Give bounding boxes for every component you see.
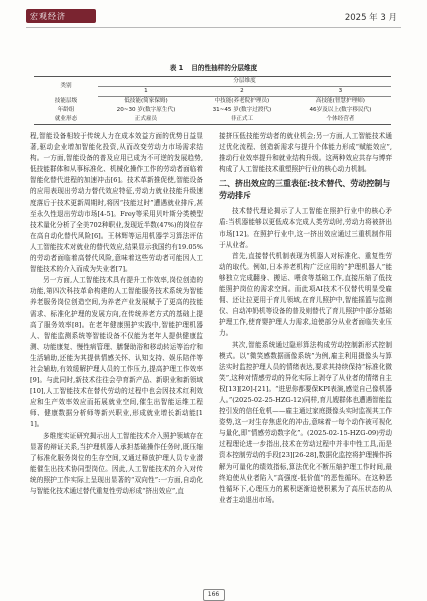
section-heading: 二、挤出效应的三重表征:技术替代、劳动控制与劳动排斥 bbox=[219, 179, 391, 201]
table-cell: 中技能(养老院护理员) bbox=[214, 98, 270, 104]
table-group-header: 分层维度 bbox=[98, 77, 391, 87]
header-divider bbox=[26, 27, 401, 28]
table-cell: 正式雇员 bbox=[98, 115, 194, 125]
body-paragraph: 多维度实证研究揭示出人工智能技术介入照护领域存在显著的辩证关系,当护理机器人承担基础操作任务时,既压缩了标准化服务岗位的生存空间,又通过释放护理人员专业潜能催生出技术协同型岗位。因此,人工智能技术的介入对传统的照护工作实际上呈现出显著的“双向性”:一方面,自动化与智能化技术通过替代重复性劳动形成“挤出效应”,直 bbox=[30, 431, 203, 495]
issue-date: 2025 年 3 月 bbox=[344, 13, 397, 23]
table-cell: 个体经营者 bbox=[290, 115, 391, 125]
table-row bbox=[34, 97, 391, 107]
table-number: 表 1 bbox=[169, 64, 184, 72]
body-paragraph: 程,智能设备相较于传统人力在成本效益方面的优势日益显著,驱动企业增加智能化投资,从而改变劳动力市场需求结构。一方面,智能设备的普及应用已成为不可逆的发展趋势,低技能群体和从事标准化、机械化操作工作的劳动者面临着智能化替代进程的加速冲击[6]。技术革新推促使,智能设备的应用表现出劳动力替代效应特征,劳动力就业技能升级速度落后于技术更新周期时,将因“技能过时”遭遇就业排斥,甚至永久性退出劳动市场[4-5]。Frey等采用贝叶斯分类模型技术量化分析了全美702种职业,发现近半数(47%)的岗位存在高自动化替代风险[6]。王林辉等运用机器学习算法评估人工智能技术对就业的替代效应,结果显示我国约有19.05%的劳动者面临着高替代风险,意味着这些劳动者可能因人工智能技术的介入而成为失业者[7]。 bbox=[30, 132, 203, 274]
table-row-label: 技能层级 bbox=[54, 97, 78, 104]
body-paragraph: 接挤压低技能劳动者的就业机会;另一方面,人工智能技术通过优化流程、创造新需求与提升个体能力形成“赋能效应”,推动行业效率提升和就业结构升级。这两种效应共存与博弈构成了人工智能技术重塑照护行业的核心动力机制。 bbox=[219, 132, 392, 174]
table-col-header: 3 bbox=[290, 87, 391, 97]
right-column bbox=[219, 131, 392, 506]
table-cell: 非正式工 bbox=[194, 115, 290, 125]
left-column bbox=[30, 131, 203, 497]
body-paragraph: 首先,直接替代机制表现为机器人对标准化、重复性劳动的取代。例如,日本养老机构广泛应用的“护理机器人”能够独立完成翻身、搬运、喂食等基础工作,直接压缩了低技能照护岗位的需求空间。而此项AI技术不仅替代明显受雇佣、还让拉更用于育儿领域,在育儿照护中,智能摇篮与监测仪、自动冲奶机等设备的普及则替代了育儿照护中部分基础护理工作,使育婴护理人力需求,迫使部分从业者面临失业压力。 bbox=[219, 251, 392, 338]
table-title: 目的性抽样的分层维度 bbox=[191, 64, 258, 72]
table-row-label: 就业形态 bbox=[34, 115, 98, 125]
table-row-label: 年龄组 bbox=[57, 107, 75, 113]
table-cell: 31~45 岁(数字过渡代) bbox=[212, 107, 272, 113]
table-row bbox=[34, 115, 391, 125]
body-paragraph: 其次,智能系统通过隐形算法构成劳动控制新形式控制模式。以“微笑感数据画像系统”为例,雇主利用摄像头与算法实时监控护理人员的情绪表达,要求其持续保持“标准化微笑”,这种对情感劳动的异化实际上剥夺了从业者的情绪自主权[13][20]-[21]。“进思你都要保KPI表演,感觉自己像机器人。”(2025-02-25-HZG-12)同样,育儿嫂群体也遭遇智能监控引发的信任危机——雇主通过家庭摄像头实时监视其工作姿势,这一对生存焦虑化的冲击,意味着一每个动作被可视化与量化,即“情感劳动数字化”。(2025-02-15-HZG-09)劳动过程理论进一步指出,技术在劳动过程中并非中性工具,而是资本控制劳动的手段[23][26-28],数据化监控将护理操作拆解为可量化的绩效指标,算法优化不断压缩护理工作时间,最终迫使从业者陷入“高强度-低价值”的恶性循环。在这种恶性循环下,心理压力的累积逐渐迫使积累为了高压状态的从业者主动退出市场。 bbox=[219, 340, 392, 504]
table-cell: 46岁及以上(数字移民代) bbox=[309, 107, 372, 113]
table-caption bbox=[0, 62, 427, 72]
table-col-header: 1 bbox=[98, 87, 194, 97]
page-number bbox=[0, 581, 427, 601]
table-cell: 高技能(智慧护理师) bbox=[315, 98, 365, 104]
stratification-table bbox=[34, 76, 391, 125]
journal-logo bbox=[26, 9, 96, 23]
table-col-header: 2 bbox=[194, 87, 290, 97]
table-cell: 20~30 岁(数字原生代) bbox=[116, 107, 176, 113]
table-row-header: 类别 bbox=[34, 77, 98, 97]
body-paragraph: 技术替代理论揭示了人工智能在照护行业中的核心矛盾:当机器能够以更低成本完成人类劳动时,劳动力将被挤出市场[12]。在照护行业中,这一挤出效应通过三重机制作用于从业者。 bbox=[219, 207, 392, 249]
journal-logo-text: 宏观经济 bbox=[30, 12, 66, 21]
table-cell: 低技能(简家保姆) bbox=[124, 98, 168, 104]
table-row bbox=[34, 106, 391, 115]
page-number-label: 166 bbox=[203, 589, 225, 601]
body-paragraph: 另一方面,人工智能技术具有提升工作效率,岗位创造的功能,第四次科技革命构建的人工智能服务技术系统为智能养老服务岗位创造空间,为养老产业发展赋予了更高的技能需求、标准化护理的发展方向,在传统养老方式的基础上提高了服务效率[8]。在老年健康照护实践中,智能护理机器人、智能监测系统等智能设备不仅能为老年人提供健康监测、功能康复、慢性病管理、膳餐助浴和移动转运等治疗和生活辅助,还能为其提供情感关怀、认知支持、娱乐陪伴等社会辅助,有效缓解护理人员的工作压力,提高护理工作效率[9]。与此同时,新技术往往会孕育新产品、新职业和新领域[10],人工智能技术在替代劳动的过程中也会因技术红利效应和生产效率效应而拓展就业空间,催生出智能运维工程师、健康数据分析师等新兴职业,形成就业增长新动能[11]。 bbox=[30, 276, 203, 429]
